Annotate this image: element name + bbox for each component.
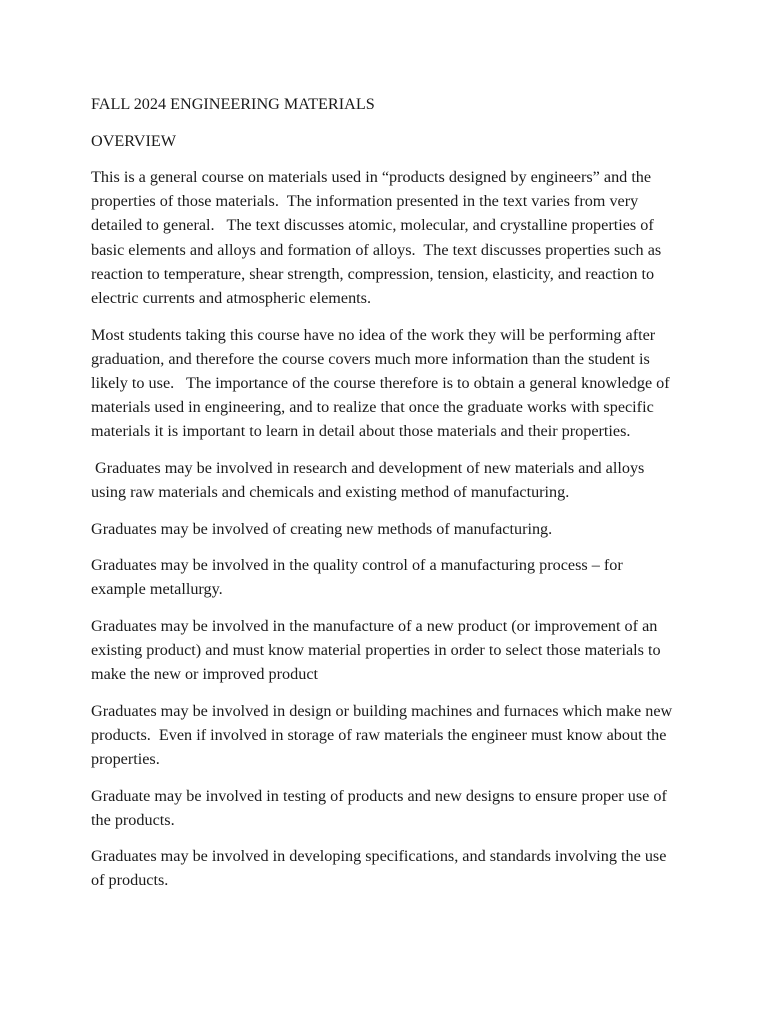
paragraph-product-manufacture: Graduates may be involved in the manufacture of a new product (or improvement of an existing product) and must know material properties in order to select those materials to make the new or improved product (91, 616, 665, 684)
paragraph-manufacturing-methods: Graduates may be involved of creating new methods of manufacturing. (91, 519, 553, 538)
section-heading-overview: OVERVIEW (91, 131, 177, 150)
paragraph-testing: Graduate may be involved in testing of products and new designs to ensure proper use of the products. (91, 786, 671, 829)
paragraph-research-development: Graduates may be involved in research and development of new materials and alloys using raw materials and chemicals and existing method of manufacturing. (91, 458, 649, 502)
paragraph-design-machines: Graduates may be involved in design or building machines and furnaces which make new products. Even if involved in storage of raw materials the engineer must know about the properties. (91, 701, 677, 769)
document-title: FALL 2024 ENGINEERING MATERIALS (91, 95, 375, 113)
paragraph-course-importance: Most students taking this course have no idea of the work they will be performing after graduation, and therefore the course covers much more information than the student is likely to use. The importance of the course therefore is to obtain a general knowledge of materials used in engineering, and to realize that once the graduate works with specific materials it is important to learn in detail about those materials and their properties. (91, 325, 674, 441)
paragraph-course-description: This is a general course on materials used in “products designed by engineers” and the properties of those materials. The information presented in the text varies from very detailed to general. The text discusses atomic, molecular, and crystalline properties of basic elements and alloys and formation of alloys. The text discusses properties such as reaction to temperature, shear strength, compression, tension, elasticity, and reaction to electric currents and atmospheric elements. (91, 168, 666, 308)
paragraph-specifications: Graduates may be involved in developing specifications, and standards involving the use of products. (91, 847, 671, 890)
paragraph-quality-control: Graduates may be involved in the quality control of a manufacturing process – for example metallurgy. (91, 556, 627, 599)
document-body (91, 92, 681, 905)
